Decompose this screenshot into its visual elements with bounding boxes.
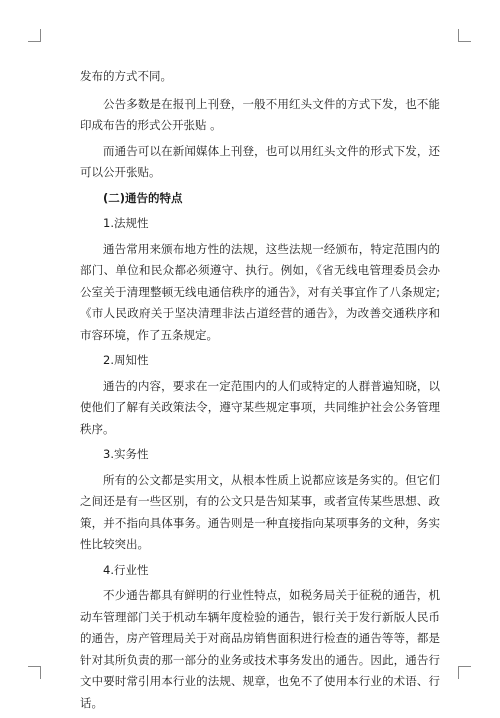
paragraph-announcement: 公告多数是在报刊上刊登，一般不用红头文件的方式下发，也不能印成布告的形式公开张贴 。	[80, 96, 440, 132]
paragraph-intro: 发布的方式不同。	[80, 69, 172, 83]
crop-mark-bottom-right	[458, 666, 471, 679]
item-text-1: 通告常用来颁布地方性的法规，这些法规一经颁布，特定范围内的部门、单位和民众都必须遵守、执行。例如，《省无线电管理委员会办公室关于清理整顿无线电通信秩序的通告》，对有关事宜作了八条规定;《市人民政府关于坚决清理非法占道经营的通告》，为改善交通秩序和市容环境，作了五条规定。	[80, 241, 440, 342]
item-title-3: 3.实务性	[103, 447, 149, 461]
crop-mark-bottom-left	[28, 666, 41, 679]
item-text-4: 不少通告都具有鲜明的行业性特点，如税务局关于征税的通告，机动车管理部门关于机动车辆年度检验的通告，银行关于发行新版人民币的通告，房产管理局关于对商品房销售面积进行检查的通告等等，都是针对其所负责的那一部分的业务或技术事务发出的通告。因此，通告行文中要时常引用本行业的法规、规章，也免不了使用本行业的术语、行话。	[80, 588, 440, 710]
crop-mark-top-right	[458, 29, 471, 42]
item-title-1: 1.法规性	[103, 216, 149, 230]
item-title-2: 2.周知性	[103, 353, 149, 367]
item-title-4: 4.行业性	[103, 562, 149, 577]
item-text-2: 通告的内容，要求在一定范围内的人们或特定的人群普遍知晓，以使他们了解有关政策法令，遵守某些规定事项，共同维护社会公务管理秩序。	[80, 378, 440, 436]
crop-mark-top-left	[28, 29, 41, 42]
item-text-3: 所有的公文都是实用文，从根本性质上说都应该是务实的。但它们之间还是有一些区别，有的公文只是告知某事，或者宣传某些思想、政策，并不指向具体事务。通告则是一种直接指向某项事务的文种，务实性比较突出。	[80, 472, 440, 551]
paragraph-notice: 而通告可以在新闻媒体上刊登，也可以用红头文件的形式下发，还可以公开张贴。	[80, 143, 440, 179]
section-heading: (二)通告的特点	[103, 190, 183, 205]
document-body	[80, 66, 440, 718]
